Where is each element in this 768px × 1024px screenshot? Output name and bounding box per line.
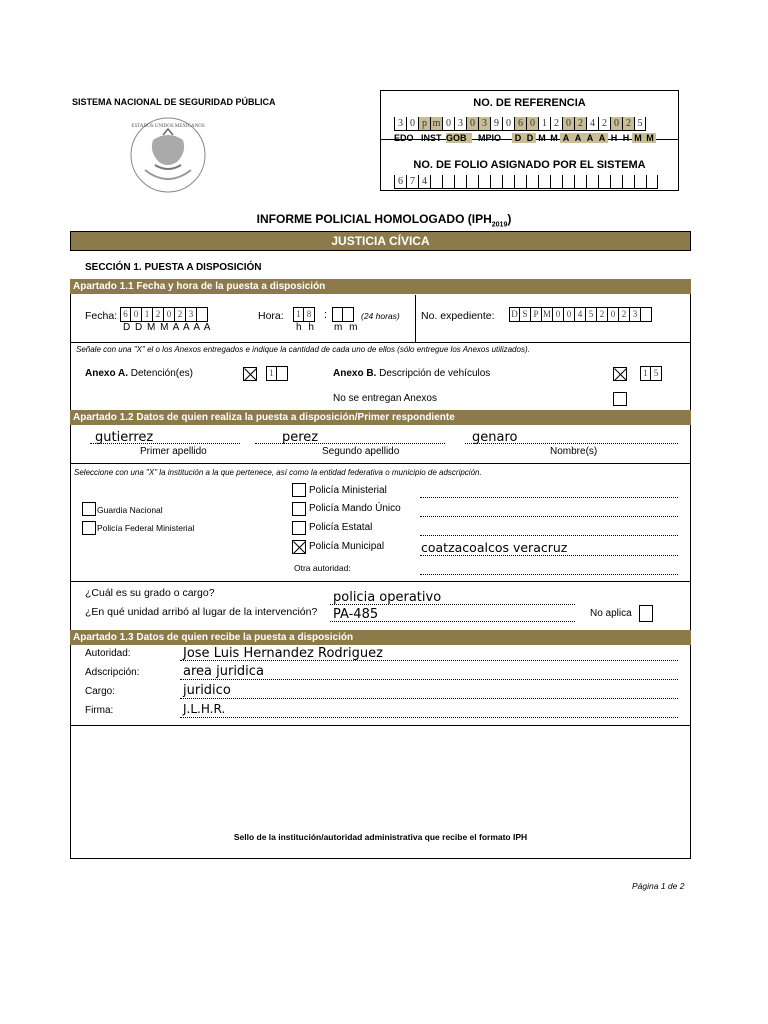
fecha-cells[interactable]	[120, 307, 208, 322]
anexo-b-quantity[interactable]	[640, 366, 662, 381]
anexo-b-digit: 1	[640, 366, 651, 381]
anexo-a-quantity[interactable]	[266, 366, 288, 381]
form-title: INFORME POLICIAL HOMOLOGADO $(IPH_{2019})$	[256, 212, 512, 229]
reference-cell: 3	[478, 117, 490, 131]
fecha-digit: 3	[186, 307, 197, 322]
expediente-char: M	[542, 307, 553, 322]
section-1-title: SECCIÓN 1. PUESTA A DISPOSICIÓN	[85, 262, 262, 273]
policia-mando-unico-label: Policía Mando Único	[309, 503, 401, 514]
no-aplica-label: No aplica	[590, 608, 632, 619]
fecha-digit: 0	[164, 307, 175, 322]
expediente-char	[641, 307, 652, 322]
fecha-digit: 6	[120, 307, 131, 322]
reference-cell: 0	[406, 117, 418, 131]
system-name: SISTEMA NACIONAL DE SEGURIDAD PÚBLICA	[72, 97, 276, 107]
reference-cell: 2	[622, 117, 634, 131]
hora-note: (24 horas)	[361, 311, 400, 321]
reference-cell: 0	[610, 117, 622, 131]
minute-cells[interactable]	[332, 307, 354, 322]
municipal-value[interactable]: coatzacoalcos veracruz	[421, 540, 568, 555]
anexo-a-digit: 1	[266, 366, 277, 381]
apartado-1-3-header: Apartado 1.3 Datos de quien recibe la puesta a disposición	[70, 630, 691, 645]
unidad-value[interactable]: PA-485	[333, 607, 379, 622]
minute-digit	[332, 307, 343, 322]
folio-cell	[466, 175, 478, 189]
policia-estatal-label: Policía Estatal	[309, 522, 373, 533]
fecha-digit	[197, 307, 208, 322]
reference-cell: 2	[598, 117, 610, 131]
adscripcion-label: Adscripción:	[85, 667, 140, 678]
no-anexos-checkbox[interactable]	[613, 392, 627, 406]
folio-cell	[574, 175, 586, 189]
reference-cell: 9	[490, 117, 502, 131]
reference-cell: 3	[394, 117, 406, 131]
reference-number-cells	[394, 117, 646, 131]
reference-cell: 0	[466, 117, 478, 131]
folio-cell	[514, 175, 526, 189]
otra-autoridad-label: Otra autoridad:	[294, 563, 351, 573]
expediente-label: No. expediente:	[421, 310, 495, 322]
expediente-char: 0	[608, 307, 619, 322]
reference-cell: p	[418, 117, 430, 131]
folio-cell	[502, 175, 514, 189]
anexo-b-digit: 5	[651, 366, 662, 381]
apartado-1-1-header: Apartado 1.1 Fecha y hora de la puesta a disposición	[70, 279, 691, 294]
folio-cell	[634, 175, 646, 189]
anexo-a-digit	[277, 366, 288, 381]
policia-municipal-checkbox[interactable]	[292, 540, 306, 554]
expediente-char: 3	[630, 307, 641, 322]
policia-estatal-checkbox[interactable]	[292, 521, 306, 535]
minute-digit	[343, 307, 354, 322]
expediente-cells[interactable]	[509, 307, 652, 322]
fecha-digit: 2	[153, 307, 164, 322]
no-anexos-label: No se entregan Anexos	[333, 393, 437, 404]
expediente-char: 5	[586, 307, 597, 322]
reference-cell: 0	[502, 117, 514, 131]
folio-cell	[454, 175, 466, 189]
fecha-label: Fecha:	[85, 310, 118, 322]
segundo-apellido-value[interactable]: perez	[282, 430, 319, 445]
reference-cell: 0	[562, 117, 574, 131]
reference-cell: 0	[442, 117, 454, 131]
primer-apellido-value[interactable]: gutierrez	[95, 430, 154, 445]
folio-cell: 6	[394, 175, 406, 189]
expediente-char: 0	[564, 307, 575, 322]
policia-municipal-label: Policía Municipal	[309, 541, 385, 552]
grado-question: ¿Cuál es su grado o cargo?	[85, 587, 215, 599]
fecha-digit: 2	[175, 307, 186, 322]
reference-cell: 3	[454, 117, 466, 131]
expediente-char: S	[520, 307, 531, 322]
reference-cell: 1	[538, 117, 550, 131]
seal-text: ESTADOS UNIDOS MEXICANOS	[131, 124, 205, 129]
form-frame	[70, 279, 691, 859]
page-number: Página 1 de 2	[632, 881, 685, 891]
folio-cell	[550, 175, 562, 189]
hora-label: Hora:	[258, 310, 284, 322]
folio-cell	[598, 175, 610, 189]
ref-title: NO. DE REFERENCIA	[473, 97, 586, 109]
no-aplica-checkbox[interactable]	[639, 605, 653, 622]
folio-cell	[478, 175, 490, 189]
folio-cell	[646, 175, 658, 189]
folio-number-cells	[394, 175, 658, 189]
expediente-char: 4	[575, 307, 586, 322]
expediente-char: 0	[553, 307, 564, 322]
policia-ministerial-label: Policía Ministerial	[309, 485, 387, 496]
folio-cell	[490, 175, 502, 189]
folio-cell	[430, 175, 442, 189]
fecha-digit: 0	[131, 307, 142, 322]
anexo-a-label: Anexo A. Detención(es)	[85, 368, 194, 379]
expediente-char: 2	[597, 307, 608, 322]
anexo-a-checkbox[interactable]	[243, 367, 257, 381]
guardia-nacional-checkbox[interactable]	[82, 502, 96, 516]
policia-ministerial-checkbox[interactable]	[292, 483, 306, 497]
unidad-question: ¿En qué unidad arribó al lugar de la intervención?	[85, 606, 318, 618]
guardia-nacional-label: Guardia Nacional	[97, 505, 163, 515]
reference-cell: 2	[574, 117, 586, 131]
folio-cell	[610, 175, 622, 189]
apartado-1-2-header: Apartado 1.2 Datos de quien realiza la puesta a disposición/Primer respondiente	[70, 410, 691, 425]
grado-value[interactable]: policia operativo	[333, 590, 442, 605]
mexican-seal-icon	[125, 115, 211, 195]
folio-title: NO. DE FOLIO ASIGNADO POR EL SISTEMA	[413, 159, 646, 171]
folio-cell	[622, 175, 634, 189]
autoridad-label: Autoridad:	[85, 648, 131, 659]
reference-cell: 6	[514, 117, 526, 131]
anexo-b-label: Anexo B. Descripción de vehículos	[333, 368, 491, 379]
hora-format-m: m m	[334, 322, 360, 333]
segundo-apellido-label: Segundo apellido	[322, 446, 400, 457]
folio-cell: 7	[406, 175, 418, 189]
sello-caption: Sello de la institución/autoridad administrativa que recibe el formato IPH	[233, 832, 528, 842]
nombres-label: Nombre(s)	[550, 446, 598, 457]
anexo-b-checkbox[interactable]	[613, 367, 627, 381]
reference-cell: 4	[586, 117, 598, 131]
hora-format-h: h h	[296, 322, 316, 333]
policia-mando-unico-checkbox[interactable]	[292, 502, 306, 516]
folio-cell: 4	[418, 175, 430, 189]
firma-value[interactable]: J.L.H.R.	[183, 702, 226, 716]
anexos-note: Señale con una "X" el o los Anexos entregados e indique la cantidad de cada uno de ellos (sólo entregue los Anexos utilizados).	[76, 345, 530, 354]
folio-cell	[526, 175, 538, 189]
folio-cell	[538, 175, 550, 189]
policia-federal-ministerial-checkbox[interactable]	[82, 521, 96, 535]
expediente-char: P	[531, 307, 542, 322]
reference-cell: 2	[550, 117, 562, 131]
hora-cells[interactable]	[293, 307, 315, 322]
folio-cell	[586, 175, 598, 189]
hora-digit: 8	[304, 307, 315, 322]
nombres-value[interactable]: genaro	[472, 430, 518, 445]
policia-federal-ministerial-label: Policía Federal Ministerial	[97, 523, 195, 533]
hora-digit: 1	[293, 307, 304, 322]
folio-cell	[562, 175, 574, 189]
fecha-digit: 1	[142, 307, 153, 322]
primer-apellido-label: Primer apellido	[140, 446, 207, 457]
hora-separator: :	[324, 309, 328, 321]
expediente-char: D	[509, 307, 520, 322]
fecha-format: D D M M A A A A	[123, 322, 212, 333]
folio-cell	[442, 175, 454, 189]
reference-cell: m	[430, 117, 442, 131]
cargo-label: Cargo:	[85, 686, 116, 697]
reference-cell: 0	[526, 117, 538, 131]
firma-label: Firma:	[85, 705, 114, 716]
reference-cell: 5	[634, 117, 646, 131]
section-band: JUSTICIA CÍVICA	[70, 231, 691, 251]
institucion-note: Seleccione con una "X" la institución a la que pertenece, así como la entidad federativa o municipio de adscripción.	[74, 468, 482, 477]
expediente-char: 2	[619, 307, 630, 322]
cargo-value[interactable]: juridico	[183, 683, 231, 698]
adscripcion-value[interactable]: area juridica	[183, 664, 264, 679]
autoridad-value[interactable]: Jose Luis Hernandez Rodriguez	[183, 646, 383, 661]
